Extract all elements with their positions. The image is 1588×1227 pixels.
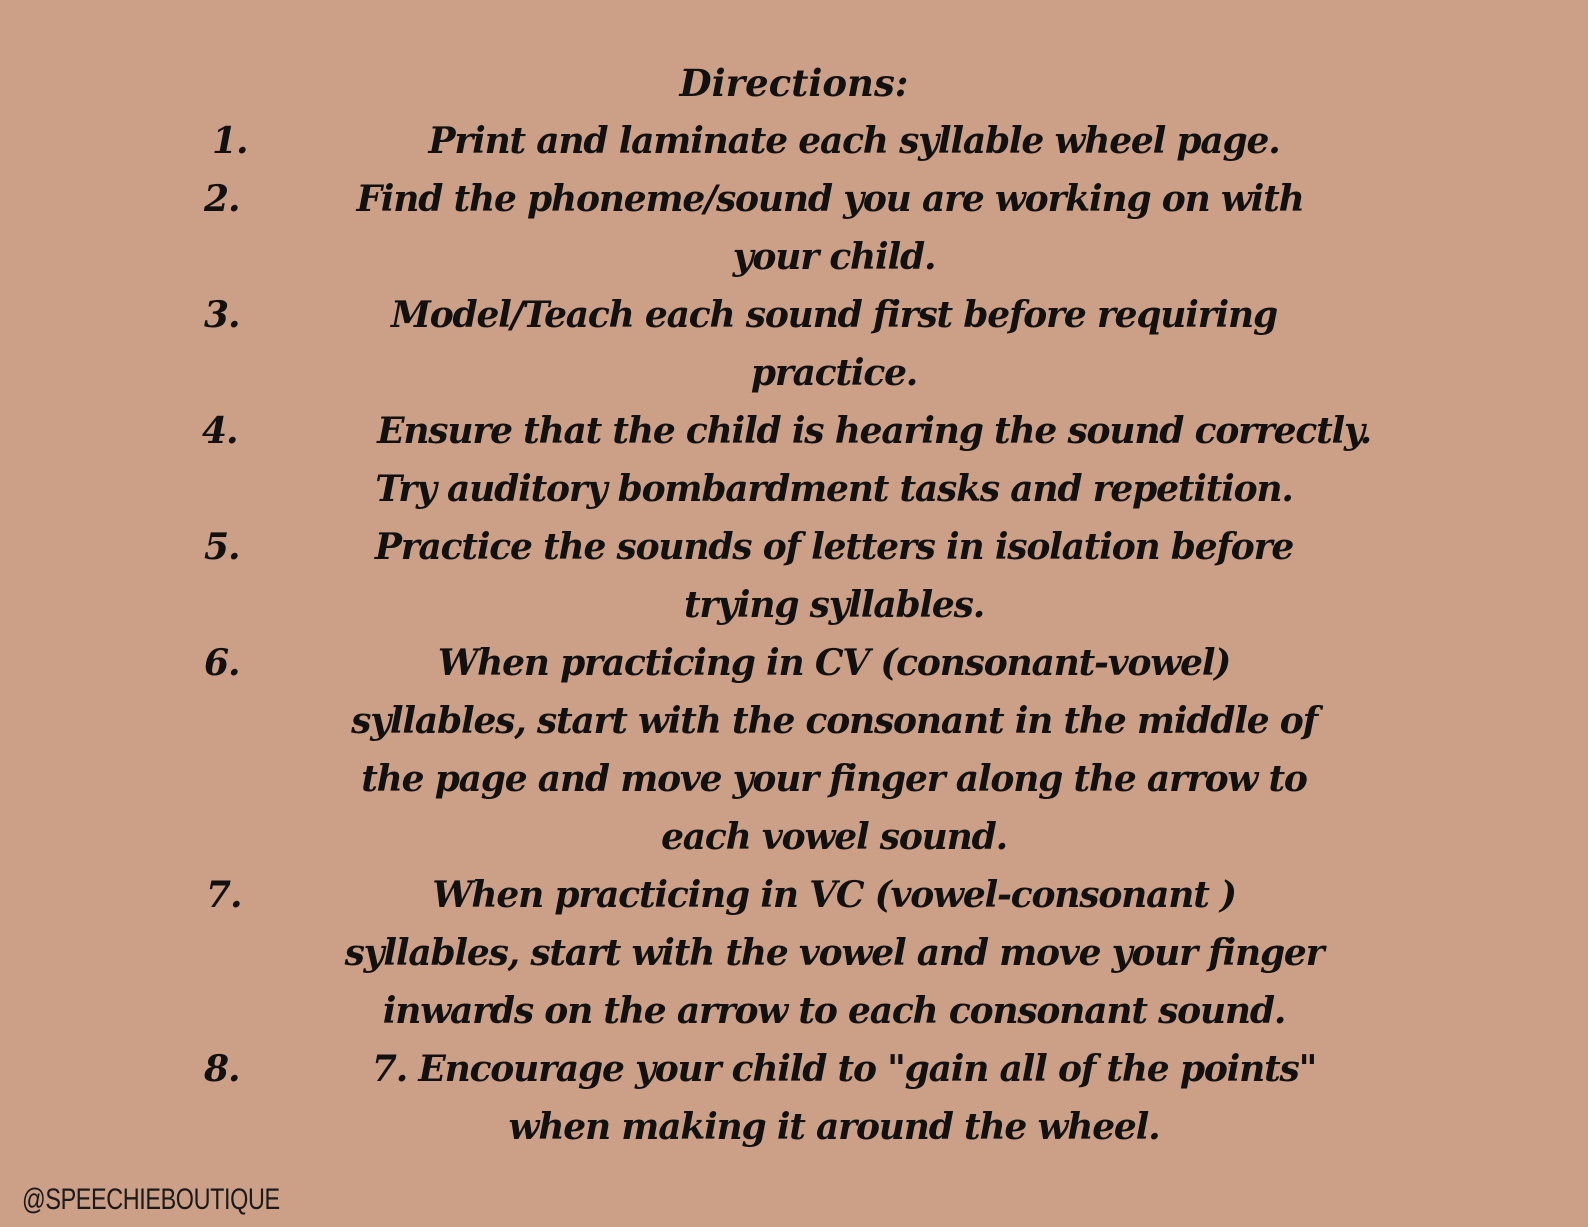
item-number-5: 5. bbox=[204, 526, 240, 568]
item-2-line-1: Find the phoneme/sound you are working on with bbox=[356, 178, 1304, 220]
item-number-4: 4. bbox=[202, 410, 238, 452]
item-4-line-2: Try auditory bombardment tasks and repetition. bbox=[375, 468, 1293, 510]
item-2-line-2: your child. bbox=[732, 236, 936, 278]
item-1-line-1: Print and laminate each syllable wheel page. bbox=[428, 120, 1280, 162]
item-7-line-2: syllables, start with the vowel and move your finger bbox=[344, 932, 1324, 974]
item-number-2: 2. bbox=[204, 178, 240, 220]
item-number-8: 8. bbox=[204, 1048, 240, 1090]
footer-handle: @SPEECHIEBOUTIQUE bbox=[22, 1183, 280, 1216]
item-8-line-1: 7. Encourage your child to "gain all of the points" bbox=[371, 1048, 1317, 1090]
item-7-line-1: When practicing in VC (vowel-consonant ) bbox=[432, 874, 1236, 916]
item-number-1: 1. bbox=[212, 120, 248, 162]
item-number-7: 7. bbox=[206, 874, 242, 916]
directions-title: Directions: bbox=[679, 61, 909, 105]
item-6-line-2: syllables, start with the consonant in the middle of bbox=[351, 700, 1317, 742]
item-3-line-1: Model/Teach each sound first before requiring bbox=[391, 294, 1277, 336]
item-7-line-3: inwards on the arrow to each consonant sound. bbox=[382, 990, 1286, 1032]
item-4-line-1: Ensure that the child is hearing the sound correctly. bbox=[377, 410, 1371, 452]
item-8-line-2: when making it around the wheel. bbox=[508, 1106, 1160, 1148]
item-6-line-3: the page and move your finger along the arrow to bbox=[361, 758, 1307, 800]
item-6-line-4: each vowel sound. bbox=[661, 816, 1007, 858]
item-6-line-1: When practicing in CV (consonant-vowel) bbox=[437, 642, 1231, 684]
item-5-line-2: trying syllables. bbox=[683, 584, 985, 626]
item-3-line-2: practice. bbox=[750, 352, 918, 394]
item-5-line-1: Practice the sounds of letters in isolation before bbox=[374, 526, 1294, 568]
item-number-6: 6. bbox=[204, 642, 240, 684]
item-number-3: 3. bbox=[204, 294, 240, 336]
